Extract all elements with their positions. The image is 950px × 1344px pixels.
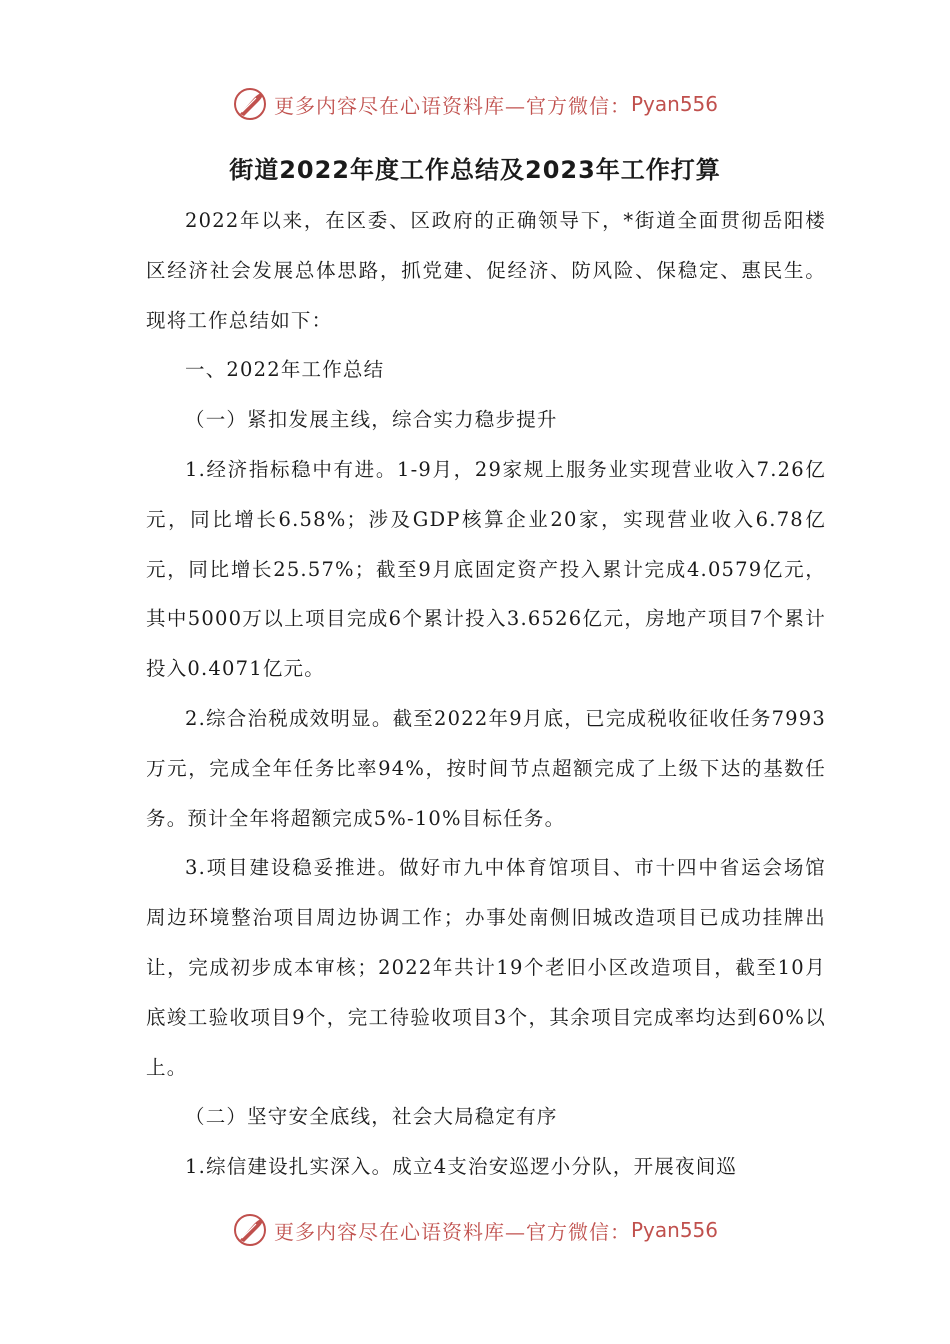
paragraph-intro: 2022年以来，在区委、区政府的正确领导下，*街道全面贯彻岳阳楼区经济社会发展总体思路，抓党建、促经济、防风险、保稳定、惠民生。现将工作总结如下： bbox=[146, 209, 826, 332]
subsection-heading-1: （一）紧扣发展主线，综合实力稳步提升 bbox=[185, 408, 558, 432]
paragraph-economy: 1.经济指标稳中有进。1-9月，29家规上服务业实现营业收入7.26亿元，同比增长6.58%；涉及GDP核算企业20家，实现营业收入6.78亿元，同比增长25.57%；截至9月底固定资产投入累计完成4.0579亿元，其中5000万以上项目完成6个累计投入3.6526亿元，房地产项目7个累计投入0.4071亿元。 bbox=[146, 457, 826, 681]
document-title: 街道2022年度工作总结及2023年工作打算 bbox=[229, 156, 721, 184]
quill-logo-icon bbox=[232, 86, 268, 122]
footer-banner bbox=[0, 1208, 950, 1252]
banner-text: 更多内容尽在心语资料库—官方微信： bbox=[273, 93, 631, 118]
banner-account: Pyan556 bbox=[630, 92, 718, 116]
document-body bbox=[146, 196, 826, 1192]
paragraph-projects: 3.项目建设稳妥推进。做好市九中体育馆项目、市十四中省运会场馆周边环境整治项目周边协调工作；办事处南侧旧城改造项目已成功挂牌出让，完成初步成本审核；2022年共计19个老旧小区改造项目，截至10月底竣工验收项目9个，完工待验收项目3个，其余项目完成率均达到60%以上。 bbox=[146, 856, 826, 1079]
quill-logo-icon bbox=[232, 1212, 268, 1248]
banner-account: Pyan556 bbox=[630, 1218, 718, 1242]
banner-text: 更多内容尽在心语资料库—官方微信： bbox=[273, 1219, 631, 1244]
header-banner bbox=[0, 82, 950, 126]
paragraph-security: 1.综信建设扎实深入。成立4支治安巡逻小分队，开展夜间巡 bbox=[185, 1155, 738, 1179]
section-heading-1: 一、2022年工作总结 bbox=[185, 358, 385, 382]
subsection-heading-2: （二）坚守安全底线，社会大局稳定有序 bbox=[185, 1105, 558, 1129]
paragraph-tax: 2.综合治税成效明显。截至2022年9月底，已完成税收征收任务7993万元，完成全年任务比率94%，按时间节点超额完成了上级下达的基数任务。预计全年将超额完成5%-10%目标任务。 bbox=[146, 706, 826, 830]
